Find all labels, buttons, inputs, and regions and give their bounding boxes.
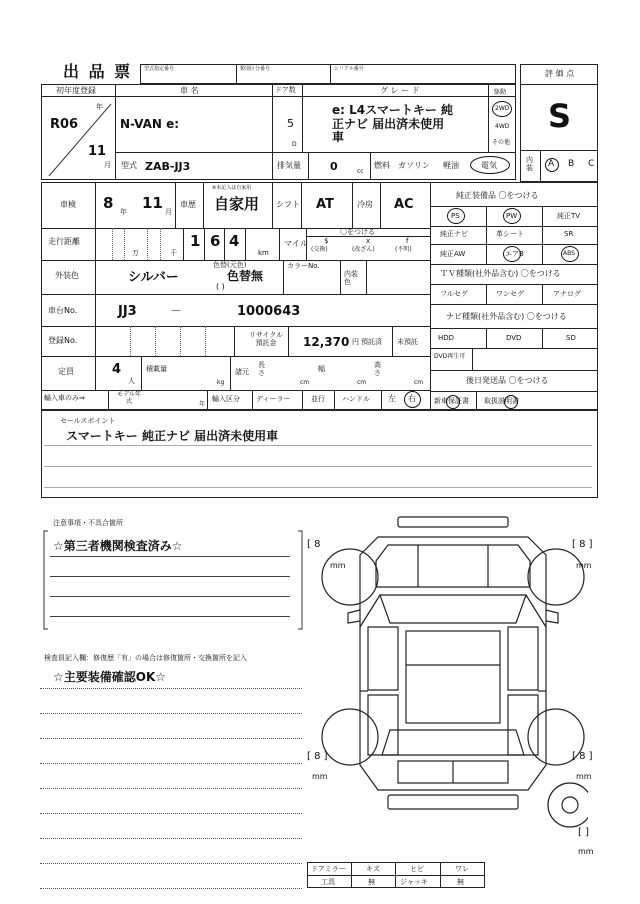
mile-label: マイル bbox=[284, 239, 308, 248]
color-value: シルバー bbox=[128, 270, 179, 285]
tire-rr-bracket: [ 8 ] bbox=[572, 751, 593, 762]
length-unit: cm bbox=[300, 379, 310, 386]
drive-2wd: 2WD bbox=[495, 105, 510, 112]
navi-hdd: HDD bbox=[438, 334, 455, 342]
inspector-text: ☆主要装備確認OK☆ bbox=[53, 670, 167, 684]
displacement-unit: cc bbox=[357, 168, 364, 175]
doors-label: ドア数 bbox=[275, 86, 296, 94]
tire-fr-value: 8 bbox=[579, 539, 586, 550]
legend-crack: ヒビ bbox=[410, 865, 424, 873]
interior-label: 内装 bbox=[526, 156, 533, 172]
sales-point-label: セールスポイント bbox=[60, 417, 116, 425]
mileage-unit: km bbox=[258, 249, 269, 257]
tire-fl-bracket: [ 8 bbox=[307, 539, 321, 550]
serial-label: シリアル番号 bbox=[334, 66, 364, 72]
color-change-label: 色替(元色) bbox=[213, 261, 247, 269]
interior-grade-b: B bbox=[568, 159, 575, 169]
category-label: 類別区分番号 bbox=[240, 66, 271, 72]
dvd-play-label: DVD再生可 bbox=[434, 353, 466, 360]
height-label: 高さ bbox=[374, 361, 381, 377]
header-id-box bbox=[140, 64, 516, 84]
dims-label: 諸元 bbox=[235, 368, 249, 376]
import-dealer: ディーラー bbox=[256, 395, 291, 403]
mileage-digit-2: 6 bbox=[210, 232, 221, 250]
drive-other: その他 bbox=[492, 139, 511, 146]
tire-rl-bracket: [ 8 ] bbox=[307, 751, 328, 762]
first-reg-month-unit: 月 bbox=[104, 161, 111, 169]
legend-scratch: キズ bbox=[366, 865, 380, 873]
tire-spare-unit: mm bbox=[578, 847, 594, 856]
equip-navi: 純正ナビ bbox=[440, 230, 468, 238]
tire-fl-unit: mm bbox=[330, 561, 346, 570]
equipment-title: 純正装備品 〇をつける bbox=[456, 191, 539, 200]
width-label: 幅 bbox=[318, 365, 325, 373]
tire-rr-unit: mm bbox=[576, 772, 592, 781]
type-cert-label: 型式指定番号 bbox=[144, 66, 175, 72]
legend-tools: 工具 bbox=[321, 878, 335, 886]
mileage-sen: 千 bbox=[170, 249, 177, 257]
import-label: 輸入車のみ⇒ bbox=[44, 394, 85, 402]
model-year-label: モデル年式 bbox=[117, 391, 141, 405]
reg-no-label: 登録No. bbox=[48, 336, 78, 345]
tire-spare-bracket: [ ] bbox=[578, 827, 589, 838]
navi-title: ナビ種類(社外品含む) 〇をつける bbox=[446, 312, 567, 321]
history-value: 自家用 bbox=[214, 195, 260, 213]
meter-unknown-sym: f bbox=[406, 237, 409, 245]
capacity-unit: 人 bbox=[128, 377, 135, 385]
first-reg-year-unit: 年 bbox=[96, 103, 103, 111]
doors-value: 5 bbox=[287, 117, 294, 130]
interior-grade-c: C bbox=[588, 159, 595, 169]
chassis-label: 車台No. bbox=[48, 306, 78, 315]
capacity-value: 4 bbox=[112, 362, 122, 377]
load-label: 積載量 bbox=[146, 365, 167, 373]
rating-value: S bbox=[548, 97, 572, 135]
fuel-diesel: 軽油 bbox=[443, 161, 459, 170]
navi-dvd: DVD bbox=[506, 334, 522, 342]
shaken-month-unit: 月 bbox=[165, 208, 172, 216]
car-damage-diagram bbox=[318, 515, 588, 850]
mileage-man: 万 bbox=[132, 249, 139, 257]
navi-sd: SD bbox=[566, 334, 576, 342]
tire-rr-value: 8 bbox=[579, 751, 586, 762]
meter-tamper-label: (改ざん) bbox=[352, 246, 375, 253]
first-reg-month: 11 bbox=[88, 144, 107, 159]
first-reg-year: R06 bbox=[50, 117, 79, 132]
sales-point-box bbox=[41, 410, 598, 498]
interior-color-label: 内装色 bbox=[344, 270, 358, 287]
recycle-amount: 12,370 bbox=[303, 335, 350, 349]
meter-exchange-sym: $ bbox=[324, 237, 329, 245]
grade-line3: 車 bbox=[332, 130, 345, 144]
mileage-digit-1: 1 bbox=[190, 232, 201, 250]
legend-mirror: ドアミラー bbox=[311, 865, 346, 873]
form-title: 出 品 票 bbox=[63, 62, 133, 81]
mark-instruction: 〇をつける bbox=[340, 228, 375, 236]
recycle-label: リサイクル預託金 bbox=[248, 331, 284, 348]
recycle-unpaid: 未預託 bbox=[397, 338, 418, 346]
color-no-label: カラーNo. bbox=[287, 262, 320, 270]
equip-aw: 純正AW bbox=[440, 250, 466, 258]
tv-analog: アナログ bbox=[553, 290, 581, 298]
model-label: 型式 bbox=[121, 161, 137, 170]
tv-title: ＴＶ種類(社外品含む) 〇をつける bbox=[440, 269, 561, 278]
capacity-label: 定員 bbox=[58, 367, 74, 376]
shaken-month: 11 bbox=[142, 194, 163, 212]
height-unit: cm bbox=[414, 379, 424, 386]
legend-jack-value: 無 bbox=[457, 878, 464, 886]
shaken-label: 車検 bbox=[60, 200, 76, 209]
meter-tamper-sym: x bbox=[366, 237, 371, 245]
legend-tools-value: 無 bbox=[368, 878, 375, 886]
equip-sr: SR bbox=[564, 230, 574, 238]
handle-label: ハンドル bbox=[342, 395, 370, 403]
recycle-unit: 円 bbox=[352, 338, 359, 346]
shaken-year-unit: 年 bbox=[120, 208, 127, 216]
notes-text: ☆第三者機関検査済み☆ bbox=[53, 539, 183, 553]
equip-pw: PW bbox=[506, 212, 518, 220]
sales-point-text: スマートキー 純正ナビ 届出済未使用車 bbox=[66, 429, 279, 443]
later-warranty: 新車保証書 bbox=[434, 397, 469, 405]
color-paren: ( ) bbox=[216, 282, 225, 291]
inspector-label: 検査員記入欄：修復歴「有」の場合は修復箇所・交換箇所を記入 bbox=[44, 654, 247, 662]
color-change-value: 色替無 bbox=[227, 269, 264, 283]
equip-abs: ABS bbox=[563, 250, 575, 257]
first-reg-label: 初年度登録 bbox=[56, 86, 96, 95]
import-type-label: 輸入区分 bbox=[212, 395, 240, 403]
model-value: ZAB-JJ3 bbox=[145, 160, 191, 173]
history-note: ※未記入は自家用 bbox=[212, 185, 252, 191]
later-title: 後日発送品 〇をつける bbox=[466, 376, 549, 385]
grade-line2: 正ナビ 届出済未使用 bbox=[332, 117, 445, 131]
chassis-prefix: JJ3 bbox=[118, 304, 137, 319]
recycle-paid: 預託済 bbox=[361, 338, 382, 346]
equip-tv: 純正TV bbox=[557, 212, 581, 220]
shift-value: AT bbox=[316, 197, 334, 212]
tv-fullseg: フルセグ bbox=[440, 290, 468, 298]
displacement-label: 排気量 bbox=[277, 161, 301, 170]
import-parallel: 並行 bbox=[311, 395, 325, 403]
rating-label: 評 価 点 bbox=[545, 69, 575, 78]
legend-break: ワレ bbox=[455, 865, 469, 873]
drive-4wd: 4WD bbox=[495, 123, 510, 130]
tire-fr-unit: mm bbox=[576, 561, 592, 570]
mileage-digit-3: 4 bbox=[229, 232, 240, 250]
history-label: 車歴 bbox=[180, 200, 196, 209]
handle-left: 左 bbox=[388, 394, 396, 403]
displacement-value: 0 bbox=[330, 160, 338, 173]
fuel-gasoline: ガソリン bbox=[398, 161, 430, 170]
fuel-label: 燃料 bbox=[374, 161, 390, 170]
tire-rl-unit: mm bbox=[312, 772, 328, 781]
notes-label: 注意事項・不具合箇所 bbox=[53, 519, 123, 527]
fuel-electric: 電気 bbox=[481, 161, 497, 170]
equip-ps: PS bbox=[451, 212, 460, 220]
drive-label: 駆動 bbox=[494, 89, 507, 96]
chassis-number: 1000643 bbox=[237, 304, 301, 319]
shaken-year: 8 bbox=[103, 194, 114, 212]
length-label: 長さ bbox=[258, 361, 265, 377]
grade-line1: e: L4スマートキー 純 bbox=[332, 103, 454, 117]
mileage-label: 走行距離 bbox=[48, 237, 80, 246]
ac-label: 冷房 bbox=[357, 200, 373, 209]
tv-oneseg: ワンセグ bbox=[496, 290, 524, 298]
equip-airbag: エアB bbox=[505, 250, 524, 258]
meter-unknown-label: (不明) bbox=[395, 246, 412, 253]
shift-label: シフト bbox=[276, 200, 300, 209]
interior-grade-a: A bbox=[548, 159, 555, 169]
grade-label: グ レ ー ド bbox=[380, 86, 420, 95]
later-manual: 取扱説明書 bbox=[484, 397, 519, 405]
handle-right: 右 bbox=[408, 394, 416, 403]
color-label: 外装色 bbox=[55, 271, 79, 280]
load-unit: kg bbox=[217, 379, 225, 386]
tire-rl-value: 8 bbox=[314, 751, 321, 762]
model-year-unit: 年 bbox=[199, 401, 206, 408]
width-unit: cm bbox=[357, 379, 367, 386]
car-name: N-VAN e: bbox=[120, 117, 180, 131]
doors-suffix: D bbox=[292, 141, 297, 148]
tire-fl-value: 8 bbox=[314, 539, 321, 550]
equip-leather: 革シート bbox=[496, 230, 524, 238]
chassis-dash: － bbox=[170, 304, 183, 318]
meter-exchange-label: (交換) bbox=[311, 246, 328, 253]
car-name-label: 車 名 bbox=[180, 86, 199, 95]
ac-value: AC bbox=[394, 197, 414, 212]
legend-jack: ジャッキ bbox=[400, 878, 428, 886]
tire-fr-bracket: [ 8 ] bbox=[572, 539, 593, 550]
